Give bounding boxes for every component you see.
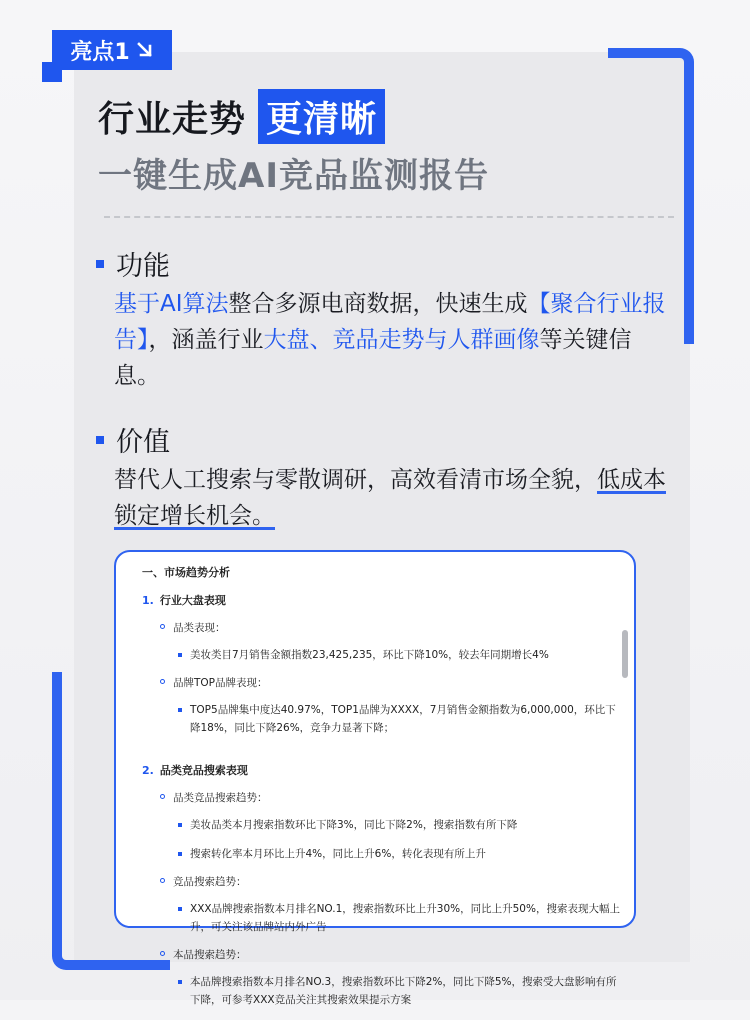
arrow-down-right-icon (136, 41, 154, 59)
highlight-tag-label: 亮点1 (70, 39, 130, 65)
section-value-title: 价值 (116, 427, 170, 458)
report-title: 一、市场趋势分析 (142, 566, 230, 579)
list-item (142, 973, 622, 1009)
section-1-title: 行业大盘表现 (159, 594, 226, 607)
list-item (142, 816, 622, 834)
function-part-5: 大盘、竞品走势与人群画像 (263, 327, 540, 353)
section-value-text (114, 462, 674, 534)
report-section-2 (142, 762, 622, 778)
bullet-circle-icon (160, 878, 165, 883)
report-section-1 (142, 592, 622, 608)
section-1-number: 1. (142, 594, 154, 607)
list-item-text: 品类竞品搜索趋势： (173, 792, 268, 804)
bullet-square-icon (178, 907, 182, 911)
list-item-text: 本品牌搜索指数本月排名NO.3，搜索指数环比下降2%，同比下降5%，搜索受大盘影响有所下降，可参考XXX竞品关注其搜索效果提示方案 (190, 976, 617, 1006)
page-title (98, 88, 385, 144)
list-item (142, 646, 622, 664)
section-function-title: 功能 (116, 251, 170, 282)
report-scrollbar[interactable] (622, 630, 628, 678)
bullet-square-icon (178, 708, 182, 712)
section-value-heading (96, 420, 170, 459)
list-item (142, 900, 622, 936)
bullet-circle-icon (160, 951, 165, 956)
value-text-underlined: 低成本锁定增长机会。 (114, 467, 666, 529)
section-2-title: 品类竞品搜索表现 (159, 764, 248, 777)
list-item-text: 搜索转化率本月环比上升4%，同比上升6%，转化表现有所上升 (190, 848, 486, 860)
bullet-circle-icon (160, 624, 165, 629)
list-item (142, 845, 622, 863)
function-part-4: ，涵盖行业 (148, 327, 264, 353)
list-item-text: 美妆类目7月销售金额指数23,425,235，环比下降10%，较去年同期增长4% (190, 649, 549, 661)
list-item (142, 874, 622, 889)
bullet-circle-icon (160, 794, 165, 799)
function-part-1: 基于AI算法 (114, 291, 229, 317)
bullet-circle-icon (160, 679, 165, 684)
section-2-number: 2. (142, 764, 154, 777)
list-item (142, 947, 622, 962)
list-item-text: 本品搜索趋势： (173, 949, 247, 961)
list-item (142, 701, 622, 737)
bullet-square-icon (178, 823, 182, 827)
list-item (142, 620, 622, 635)
bullet-square-icon (96, 260, 104, 268)
list-item-text: 竞品搜索趋势： (173, 876, 247, 888)
list-item (142, 675, 622, 690)
section-function-heading (96, 244, 170, 283)
value-text: 替代人工搜索与零散调研，高效看清市场全貌， (114, 467, 597, 493)
section-function-text (114, 286, 674, 394)
list-item-text: 美妆品类本月搜索指数环比下降3%，同比下降2%，搜索指数有所下降 (190, 819, 518, 831)
list-item-text: 品类表现： (173, 622, 226, 634)
function-part-6: 等关键信息。 (114, 327, 632, 389)
highlight-tag (52, 30, 172, 70)
list-item-text: TOP5品牌集中度达40.97%，TOP1品牌为XXXX，7月销售金额指数为6,000,000，环比下降18%，同比下降26%，竞争力显著下降； (190, 704, 616, 734)
report-preview[interactable] (114, 550, 636, 1006)
bullet-square-icon (96, 436, 104, 444)
title-highlight: 更清晰 (258, 89, 385, 144)
list-item-text: 品牌TOP品牌表现： (173, 677, 268, 689)
function-part-3: 【聚合行业报告】 (114, 291, 666, 353)
function-part-2: 整合多源电商数据，快速生成 (228, 291, 528, 317)
title-main: 行业走势 (98, 98, 247, 140)
bullet-square-icon (178, 980, 182, 984)
list-item-text: XXX品牌搜索指数本月排名NO.1，搜索指数环比上升30%，同比上升50%，搜索表现大幅上升，可关注该品牌站内外广告 (190, 903, 620, 933)
dashed-divider (104, 216, 674, 218)
bullet-square-icon (178, 852, 182, 856)
bullet-square-icon (178, 653, 182, 657)
page-subtitle: 一键生成AI竞品监测报告 (98, 156, 489, 196)
list-item (142, 790, 622, 805)
